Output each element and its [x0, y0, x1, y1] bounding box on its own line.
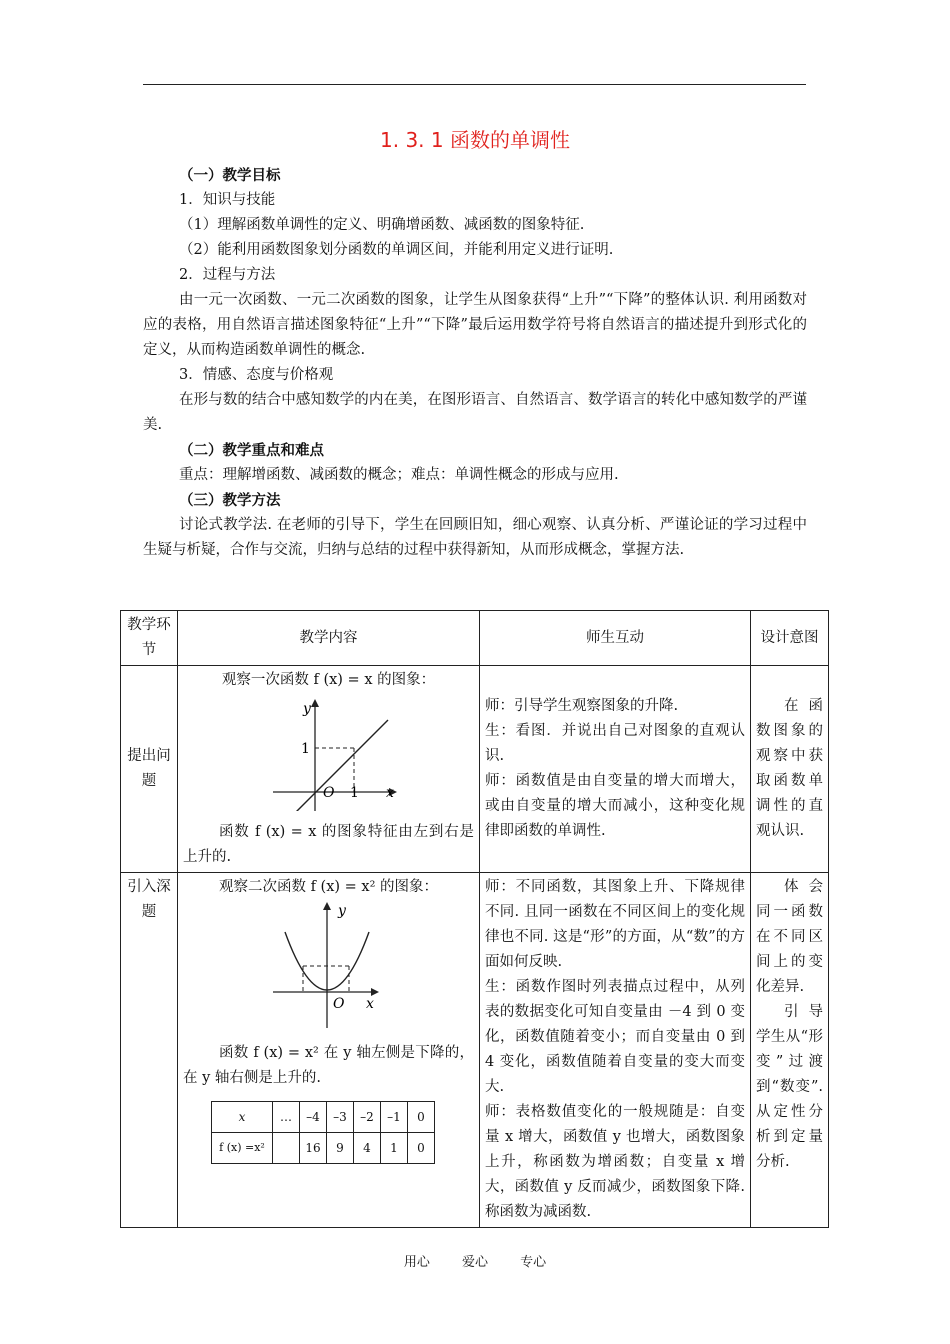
- value-f-label: f (x) =x²: [212, 1133, 273, 1164]
- sec3-title: 3．情感、态度与价格观: [179, 367, 334, 383]
- value-x-cell: –2: [354, 1102, 381, 1133]
- row2-after: 函数 f (x) = x² 在 y 轴左侧是下降的，在 y 轴右侧是上升的.: [183, 1045, 474, 1086]
- value-x-label: x: [212, 1102, 273, 1133]
- value-f-cell: 4: [354, 1133, 381, 1164]
- table-row: [121, 666, 829, 873]
- value-x-cell: –1: [381, 1102, 408, 1133]
- header-intent: 设计意图: [751, 611, 829, 666]
- sec2-title: 2．过程与方法: [179, 267, 276, 283]
- row1-intro: 观察一次函数 f (x) = x 的图象：: [221, 672, 436, 688]
- sec1-item2: （2）能利用函数图象划分函数的单调区间，并能利用定义进行证明.: [179, 242, 614, 258]
- row1-intent: 在函数图象的观察中获取函数单调性的直观认识.: [751, 666, 829, 873]
- table-header-row: [121, 611, 829, 666]
- graph2-x-label: x: [366, 996, 374, 1012]
- value-f-cell: [273, 1133, 300, 1164]
- row2-interaction: 师：不同函数，其图象上升、下降规律不同. 且同一函数在不同区间上的变化规律也不同. 这是“形”的方面，从“数”的方面如何反映. 生：函数作图时列表描点过程中，从列表的数据变化可知自变量由 －4 到 0 变化，函数值随着变小；而自变量由 0 到 4 变化，函数值随着自变量的变大而变大. 师：表格数值变化的一般规随是：自变量 x 增大，函数值 y 也增大，函数图象上升，称函数为增函数；自变量 x 增大，函数值 y 反而减少，函数图象下降. 称函数为减函数.: [480, 873, 751, 1228]
- sec3-text: 在形与数的结合中感知数学的内在美，在图形语言、自然语言、数学语言的转化中感知数学的严谨美.: [143, 392, 807, 433]
- value-table-row: [212, 1102, 435, 1133]
- quadratic-graph: [183, 900, 475, 1032]
- lesson-table: [120, 610, 829, 1228]
- row2-intro: 观察二次函数 f (x) = x² 的图象：: [218, 879, 439, 895]
- row1-content: [178, 666, 480, 873]
- value-f-cell: 16: [300, 1133, 327, 1164]
- header-rule: [143, 84, 806, 85]
- header-content: 教学内容: [178, 611, 480, 666]
- linear-graph: [183, 693, 475, 811]
- method-text: 讨论式教学法. 在老师的引导下，学生在回顾旧知，细心观察、认真分析、严谨论证的学习过程中生疑与析疑，合作与交流，归纳与总结的过程中获得新知，从而形成概念，掌握方法.: [143, 517, 807, 558]
- keypoints-text: 重点：理解增函数、减函数的概念；难点：单调性概念的形成与应用.: [179, 467, 619, 483]
- header-interaction: 师生互动: [480, 611, 751, 666]
- sec1-title: 1．知识与技能: [179, 192, 276, 208]
- method-heading: （三）教学方法: [179, 492, 281, 509]
- value-table-row: [212, 1133, 435, 1164]
- graph1-one-y: 1: [301, 741, 310, 757]
- page-title: 1. 3. 1 函数的单调性: [380, 128, 570, 152]
- value-x-cell: –3: [327, 1102, 354, 1133]
- sec2-text: 由一元一次函数、一元二次函数的图象，让学生从图象获得“上升”“下降”的整体认识. 利用函数对应的表格，用自然语言描述图象特征“上升”“下降”最后运用数学符号将自然语言的描述提升到形式化的定义，从而构造函数单调性的概念.: [143, 292, 807, 358]
- objectives-heading: （一）教学目标: [179, 167, 281, 184]
- graph1-x-label: x: [386, 785, 394, 801]
- row2-stage: 引入深题: [121, 873, 178, 1228]
- graph2-y-label: y: [338, 903, 346, 919]
- value-x-cell: 0: [408, 1102, 435, 1133]
- value-x-cell: …: [273, 1102, 300, 1133]
- graph1-origin-label: O: [323, 785, 335, 801]
- row2-intent: [751, 873, 829, 1228]
- value-f-cell: 0: [408, 1133, 435, 1164]
- table-row: [121, 873, 829, 1228]
- objectives-section: [143, 163, 807, 563]
- row1-interaction: 师：引导学生观察图象的升降. 生：看图．并说出自己对图象的直观认识. 师：函数值是由自变量的增大而增大，或由自变量的增大而减小，这种变化规律即函数的单调性.: [480, 666, 751, 873]
- graph1-y-label: y: [303, 701, 311, 717]
- row2-intent2: 引导学生从“形变”过渡到“数变”. 从定性分析到定量分析.: [756, 1004, 823, 1170]
- value-f-cell: 9: [327, 1133, 354, 1164]
- value-table: [211, 1101, 435, 1164]
- row2-content: [178, 873, 480, 1228]
- value-x-cell: –4: [300, 1102, 327, 1133]
- row2-intent1: 体会同一函数在不同区间上的变化差异.: [756, 879, 823, 995]
- sec1-item1: （1）理解函数单调性的定义、明确增函数、减函数的图象特征.: [179, 217, 585, 233]
- keypoints-heading: （二）教学重点和难点: [179, 442, 324, 459]
- value-f-cell: 1: [381, 1133, 408, 1164]
- page-footer: 用心 爱心 专心: [403, 1255, 547, 1270]
- row1-after: 函数 f (x) = x 的图象特征由左到右是上升的.: [183, 824, 474, 865]
- graph2-origin-label: O: [333, 996, 345, 1012]
- header-stage: 教学环节: [121, 611, 178, 666]
- row1-stage: 提出问题: [121, 666, 178, 873]
- graph1-one-x: 1: [350, 785, 359, 801]
